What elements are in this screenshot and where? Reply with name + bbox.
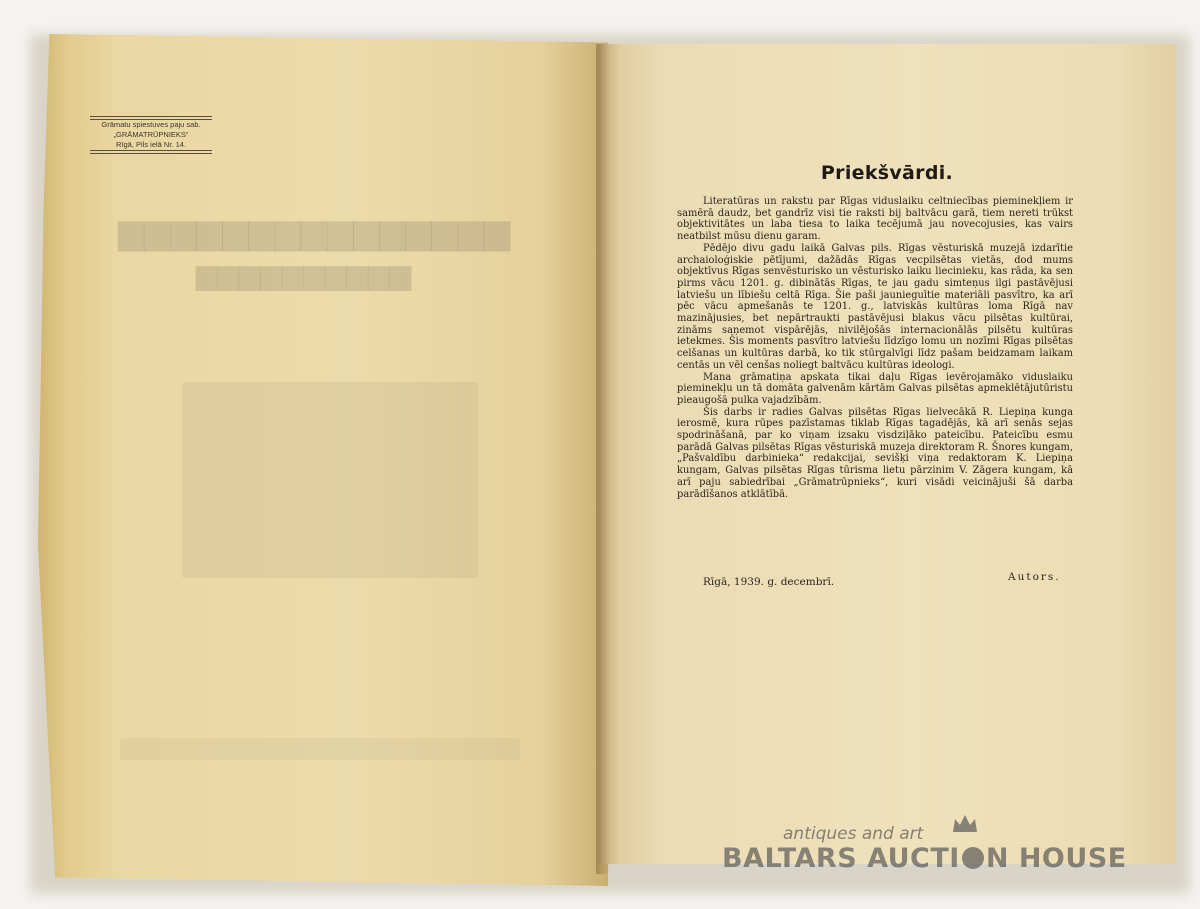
crown-icon bbox=[950, 812, 980, 836]
watermark-script: antiques and art bbox=[783, 824, 924, 844]
page-title: Priekšvārdi. bbox=[820, 162, 954, 184]
stamp-line: „GRĀMATRŪPNIEKS“ bbox=[113, 130, 189, 139]
bleed-through-title: ▆▆▆▆▆▆▆▆▆▆▆▆▆▆▆ bbox=[118, 212, 511, 252]
paragraph: Pēdējo divu gadu laikā Galvas pils. Rīgas vēsturiskā muzejā izdarītie archaioloģiskie pētījumi, dažādās Rīgas vecpilsētas vietās, dod mums objektīvus Rīgas senvēsturisko un vēsturisko laiku liecinieku, kas rāda, ka sen pirms vācu 1201. g. dibinātās Rīgas, te jau gadu simteņus ilgi pastāvējusi latviešu un lībiešu celtā Rīga. Šie paši jaunieguītie materiāli pasvītro, ka arī pēc vācu apmešanās te 1201. g., latviskās kultūras loma Rīgā nav mazinājusies, bet nepārtraukti pastāvējusi blakus vācu pilsētas kultūrai, zināms saņemot vispārējās, nivilējošās internacionālās pilsētu kultūras ietekmes. Šis moments pasvītro latviešu līdzīgo lomu un nozīmi Rīgas pilsētas celšanas un kultūras darbā, ko tik stūrgalvīgi līdz pašam beidzamam laikam centās un vēl cenšas noliegt baltvācu kultūras ideologi. bbox=[677, 242, 1073, 371]
date-line: Rīgā, 1939. g. decembrī. bbox=[703, 576, 835, 588]
watermark-main-start: BALTARS AUCTI bbox=[722, 843, 960, 874]
author-signature: Autors. bbox=[1008, 571, 1061, 583]
watermark-main-end: N HOUSE bbox=[985, 843, 1127, 874]
paragraph: Literatūras un rakstu par Rīgas viduslaiku celtniecības pieminekļiem ir samērā daudz, bet gandrīz visi tie raksti bij baltvācu garā, tiem nereti trūkst objektivitātes un laba tiesa to laika tecējumā jau novecojusies, kas vairs neatbilst mūsu dienu garam. bbox=[677, 196, 1073, 243]
paragraph: Šis darbs ir radies Galvas pilsētas Rīgas lielvecākā R. Liepiņa kunga ierosmē, kura rūpes pazīstamas tiklab Rīgas tagadējās, kā arī senās sejas spodrināšanā, par ko viņam izsaku visdziļāko pateicību. Pateicību esmu parādā Galvas pilsētas Rīgas vēsturiskā muzeja direktoram R. Šnores kungam, „Pašvaldību darbinieka“ redakcijai, sevišķi viņa redaktoram K. Liepiņa kungam, Galvas pilsētas Rīgas tūrisma lietu pārzinim V. Zāgera kungam, kā arī paju sabiedrībai „Grāmatrūpnieks“, kuri visādi veicinājuši šā darba parādīšanos atklātībā. bbox=[677, 406, 1073, 500]
bleed-through-footer bbox=[120, 738, 520, 760]
preface-body bbox=[677, 196, 1073, 500]
stamp-line: Grāmatu spiestuves paju sab. bbox=[101, 120, 201, 129]
watermark-o-mark bbox=[962, 847, 984, 869]
bleed-through-subtitle: ▆▆▆▆▆▆▆▆▆▆ bbox=[196, 258, 412, 291]
watermark-main bbox=[722, 843, 1127, 874]
bleed-through-illustration bbox=[182, 382, 478, 578]
printer-stamp bbox=[90, 116, 212, 154]
paragraph: Mana grāmatiņa apskata tikai daļu Rīgas ievērojamāko viduslaiku pieminekļu un tā domāta galvenām kārtām Galvas pilsētas apmeklētājutūristu pieaugošā pulka vajadzībām. bbox=[677, 371, 1073, 406]
stamp-line: Rīgā, Pils ielā Nr. 14. bbox=[115, 140, 187, 149]
